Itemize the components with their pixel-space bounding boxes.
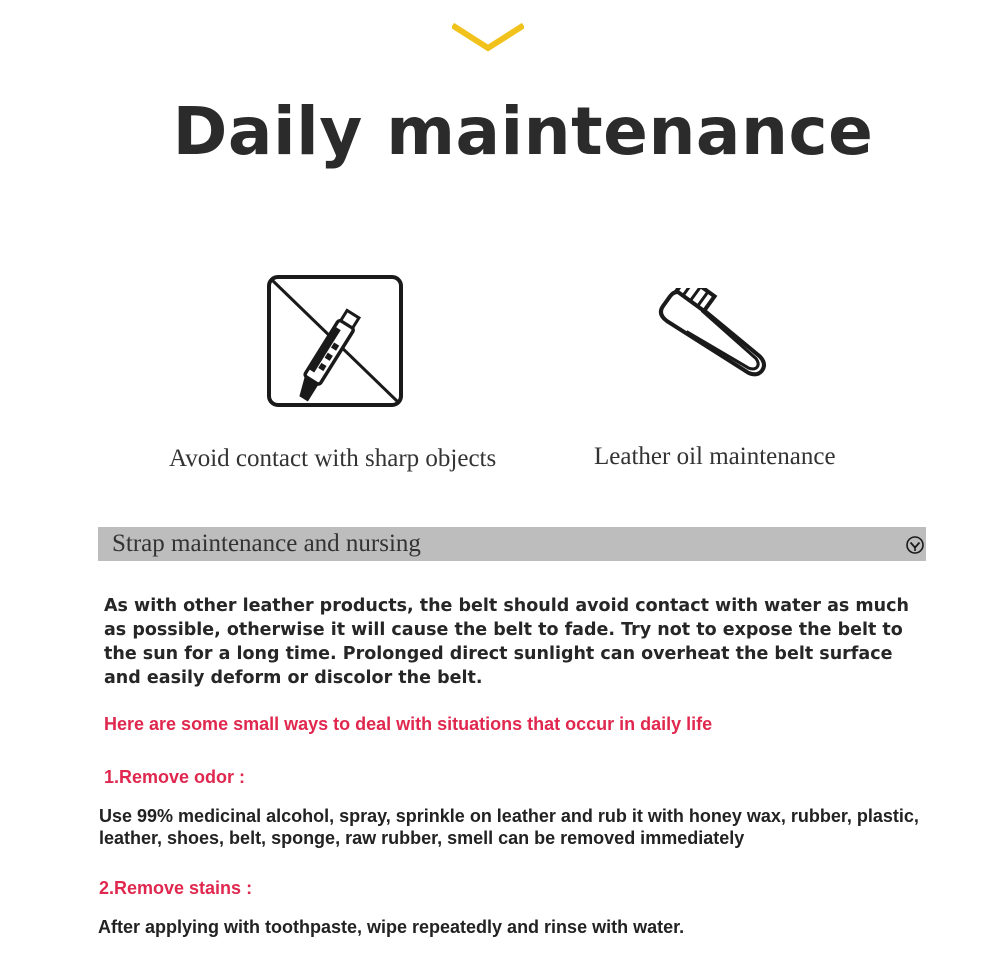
- section-header-bar[interactable]: [98, 527, 926, 561]
- tip-heading-stains: 2.Remove stains :: [99, 878, 253, 898]
- tip-heading-odor: 1.Remove odor :: [104, 767, 246, 787]
- feature-caption-leather-oil: Leather oil maintenance: [594, 443, 836, 470]
- section-header-label: Strap maintenance and nursing: [112, 530, 421, 557]
- brush-icon: [640, 288, 782, 386]
- chevron-down-icon: [452, 22, 524, 54]
- no-sharp-objects-icon: [266, 274, 404, 408]
- page-title: Daily maintenance: [172, 93, 874, 170]
- tips-heading: Here are some small ways to deal with situations that occur in daily life: [104, 714, 713, 734]
- chevron-circle-icon[interactable]: [905, 535, 925, 555]
- tip-body-odor: Use 99% medicinal alcohol, spray, sprinkle on leather and rub it with honey wax, rubber, plastic, leather, shoes, belt, sponge, raw rubber, smell can be removed immediately: [99, 806, 919, 848]
- intro-paragraph: As with other leather products, the belt should avoid contact with water as much as possible, otherwise it will cause the belt to fade. Try not to expose the belt to the sun for a long time. Prolonged direct sunlight can overheat the belt surface and easily deform or discolor the belt.: [104, 596, 909, 688]
- tip-body-stains: After applying with toothpaste, wipe repeatedly and rinse with water.: [98, 917, 685, 937]
- feature-caption-sharp-objects: Avoid contact with sharp objects: [169, 445, 497, 472]
